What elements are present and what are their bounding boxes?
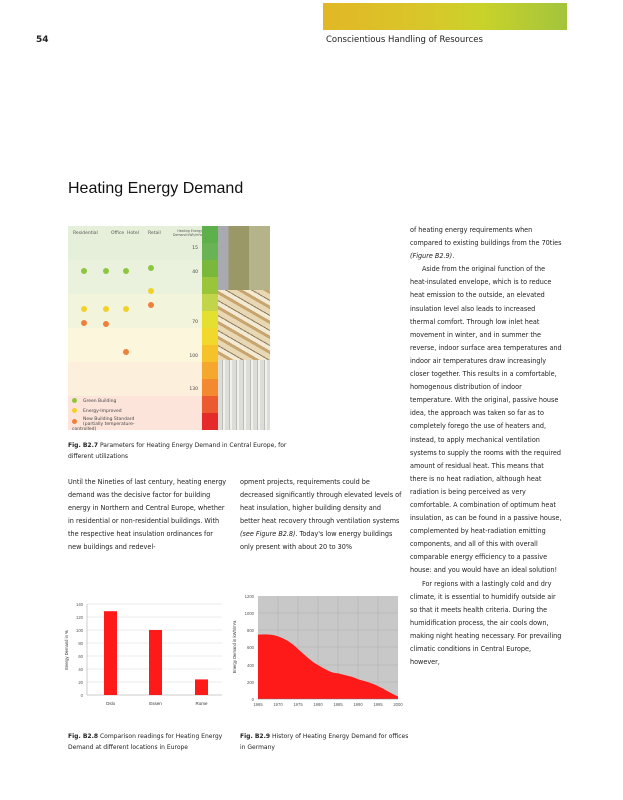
legend-dot-icon	[72, 398, 77, 403]
svg-text:140: 140	[76, 602, 83, 607]
scale-tick: 15	[192, 246, 198, 251]
page-number: 54	[36, 35, 49, 45]
body-column-left: Until the Nineties of last century, heating energy demand was the decisive factor for building energy in Northern and Central Europe, whether in residential or non-residential buildings. With the respective heat insulation ordinances for new buildings and redevel-	[68, 477, 227, 552]
svg-text:1970: 1970	[273, 702, 283, 707]
svg-text:0: 0	[251, 697, 254, 702]
scale-header: Heating Energy Demand kWh/m²a	[173, 229, 202, 237]
legend-dot-icon	[72, 419, 77, 424]
svg-text:800: 800	[247, 628, 254, 633]
svg-text:Essen: Essen	[149, 701, 162, 706]
caption-b27: Fig. B2.7 Parameters for Heating Energy Demand in Central Europe, for different utilizations	[68, 442, 287, 460]
yellow-dot	[123, 306, 129, 312]
column-header: Hotel	[127, 231, 139, 236]
figure-b27	[68, 226, 270, 430]
svg-text:Oslo: Oslo	[105, 701, 116, 706]
scale-tick: 70	[192, 320, 198, 325]
running-title: Conscientious Handling of Resources	[326, 35, 483, 45]
legend-item: Energy-Improved	[72, 408, 122, 414]
svg-text:120: 120	[76, 615, 83, 620]
yellow-dot	[148, 288, 154, 294]
green-dot	[81, 268, 87, 274]
svg-text:100: 100	[76, 628, 83, 633]
chart-b29-area	[228, 592, 406, 710]
svg-text:1980: 1980	[313, 702, 323, 707]
orange-dot	[123, 349, 129, 355]
legend-item: Green Building	[72, 398, 116, 404]
green-dot	[103, 268, 109, 274]
svg-text:Energy Demand in kWh/m²a: Energy Demand in kWh/m²a	[232, 620, 237, 674]
yellow-dot	[81, 306, 87, 312]
svg-text:Energy Demand in %: Energy Demand in %	[64, 630, 69, 670]
svg-text:600: 600	[247, 645, 254, 650]
wood-pellets-photo	[218, 290, 270, 360]
radiator-photo	[218, 360, 270, 430]
svg-text:1990: 1990	[353, 702, 363, 707]
section-title: Heating Energy Demand	[68, 180, 244, 197]
svg-text:0: 0	[80, 693, 83, 698]
svg-text:200: 200	[247, 680, 254, 685]
scale-tick: 40	[192, 270, 198, 275]
orange-dot	[103, 321, 109, 327]
svg-text:1975: 1975	[293, 702, 303, 707]
svg-text:1965: 1965	[253, 702, 263, 707]
green-dot	[123, 268, 129, 274]
legend-dot-icon	[72, 408, 77, 413]
yellow-dot	[103, 306, 109, 312]
svg-text:1995: 1995	[373, 702, 383, 707]
svg-text:60: 60	[78, 654, 83, 659]
legend-item: New Building Standard (partially temperature-controlled)	[72, 417, 135, 432]
caption-b29: Fig. B2.9 History of Heating Energy Demand for offices in Germany	[240, 733, 409, 751]
svg-text:1985: 1985	[333, 702, 343, 707]
energy-scale-bar	[202, 226, 218, 430]
orange-dot	[81, 320, 87, 326]
svg-text:20: 20	[78, 680, 83, 685]
body-column-right: of heating energy requirements when compared to existing buildings from the 70ties (Figure B2.9). Aside from the original function of the heat-insulated envelope, which is to reduce heat emission to the outside, an elevated insulation level also leads to increased thermal comfort. Through low inlet heat movement in winter, and in summer the reverse, indoor surface area temperatures and indoor air temperatures draw increasingly closer together. This results in a comfortable, homogenous distribution of indoor temperature. With the original, passive house idea, the approach was taken so far as to completely forego the use of heaters and, instead, to apply mechanical ventilation systems to supply the rooms with the required amount of residual heat. This means that there is no heat radiation, although heat radiation is being perceived as very comfortable. A combination of optimum heat insulation, as can be found in a passive house, complemented by heat-radiation emitting components, and all of this with overall comparable energy efficiency to a passive house: and you would have an ideal solution! For regions with a lastingly cold and dry climate, it is essential to humidify outside air so that it meets health criteria. During the humidification process, the air cools down, making night heating necessary. For prevailing climatic conditions in Central Europe, however,	[410, 225, 562, 667]
body-column-middle: opment projects, requirements could be decreased significantly through elevated levels of heat insulation, higher building density and better heat recovery through ventilation systems (see Figure B2.8). Today's low energy buildings only present with about 20 to 30%	[240, 477, 402, 552]
column-header: Office	[111, 231, 125, 236]
caption-b28: Fig. B2.8 Comparison readings for Heating Energy Demand at different locations in Europe	[68, 733, 223, 751]
svg-text:400: 400	[247, 663, 254, 668]
insulation-photo	[218, 226, 270, 290]
svg-text:2000: 2000	[393, 702, 403, 707]
header-color-bar	[323, 3, 567, 30]
svg-text:80: 80	[78, 641, 83, 646]
column-header: Residential	[73, 231, 98, 236]
scale-tick: 100	[189, 354, 198, 359]
column-header: Retail	[148, 231, 161, 236]
svg-text:Rome: Rome	[195, 701, 208, 706]
svg-text:1200: 1200	[244, 594, 254, 599]
svg-text:1000: 1000	[244, 611, 254, 616]
orange-dot	[148, 302, 154, 308]
chart-b28-bar	[62, 600, 226, 710]
green-dot	[148, 265, 154, 271]
svg-text:40: 40	[78, 667, 83, 672]
scale-tick: 130	[189, 387, 198, 392]
